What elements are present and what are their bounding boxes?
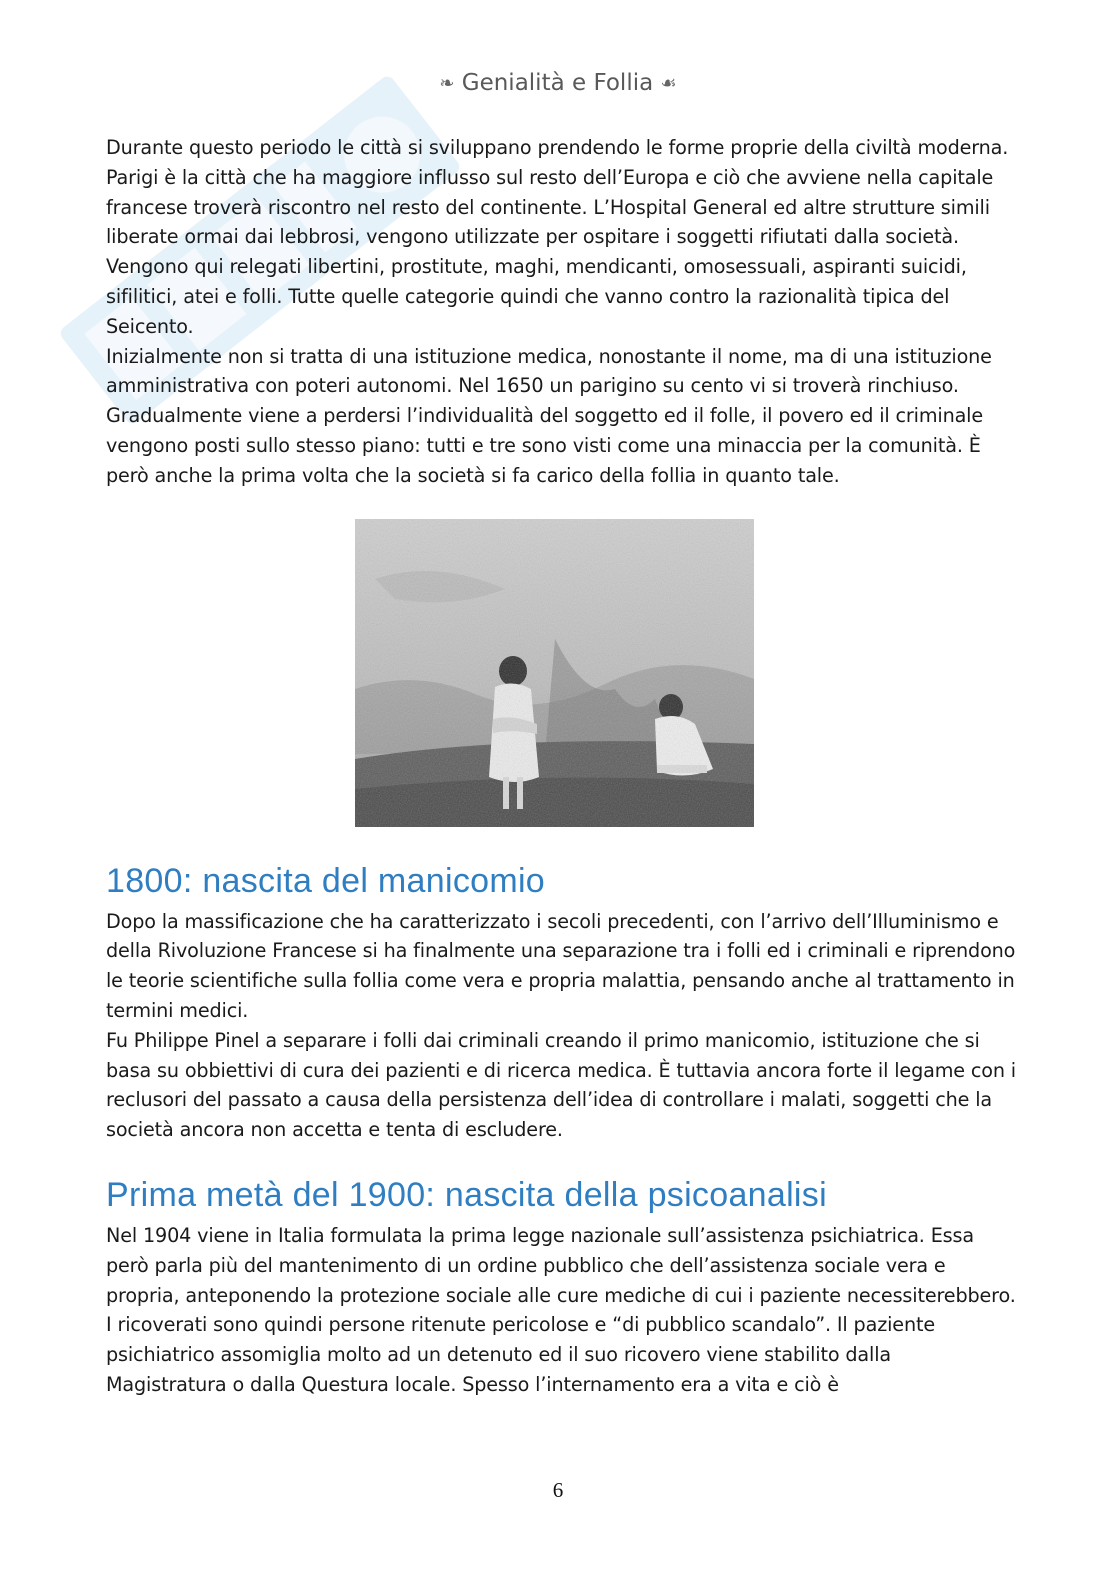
manicomio-paragraph-2: Fu Philippe Pinel a separare i folli dai criminali creando il primo manicomio, istituzione che si basa su obbiettivi di cura dei pazienti e di ricerca medica. È tuttavia ancora forte il legame con i reclusori del passato a causa della persistenza dell’idea di controllare i malati, soggetti che la società ancora non accetta e tenta di escludere.: [106, 1028, 1016, 1142]
psicoanalisi-paragraph-1: Nel 1904 viene in Italia formulata la prima legge nazionale sull’assistenza psichiatrica. Essa però parla più del mantenimento di un ordine pubblico che dell’assistenza sociale vera e propria, anteponendo la protezione sociale alle cure mediche di cui i paziente necessiterebbero. I ricoverati sono quindi persone ritenute pericolose e “di pubblico scandalo”. Il paziente psichiatrico assomiglia molto ad un detenuto ed il suo ricovero viene stabilito dalla Magistratura o dalla Questura locale. Spesso l’internamento era a vita e ciò è: [106, 1223, 1016, 1396]
section-heading-psicoanalisi: Prima metà del 1900: nascita della psicoanalisi: [106, 1175, 827, 1214]
intro-paragraph-2: Inizialmente non si tratta di una istituzione medica, nonostante il nome, ma di una istituzione amministrativa con poteri autonomi. Nel 1650 un parigino su cento vi si troverà rinchiuso.: [106, 344, 992, 398]
intro-paragraph-3: Gradualmente viene a perdersi l’individualità del soggetto ed il folle, il povero ed il criminale vengono posti sullo stesso piano: tutti e tre sono visti come una minaccia per la comunità. È però anche la prima volta che la società si fa carico della follia in quanto tale.: [106, 404, 984, 487]
ornament-right-icon: ☙: [660, 73, 677, 94]
header-title: Genialità e Follia: [461, 70, 654, 96]
running-header: [0, 70, 1116, 96]
page-number: 6: [552, 1478, 564, 1502]
manicomio-paragraph-1: Dopo la massificazione che ha caratterizzato i secoli precedenti, con l’arrivo dell’Illuminismo e della Rivoluzione Francese si ha finalmente una separazione tra i folli ed i criminali e riprendono le teorie scientifiche sulla follia come vera e propria malattia, pensando anche al trattamento in termini medici.: [106, 909, 1016, 1022]
intro-paragraph-1: Durante questo periodo le città si sviluppano prendendo le forme proprie della civiltà moderna. Parigi è la città che ha maggiore influsso sul resto dell’Europa e ciò che avviene nella capitale francese troverà riscontro nel resto del continente. L’Hospital General ed altre strutture simili liberate ormai dai lebbrosi, vengono utilizzate per ospitare i soggetti rifiutati dalla società. Vengono qui relegati libertini, prostitute, maghi, mendicanti, omosessuali, aspiranti suicidi, sifilitici, atei e folli. Tutte quelle categorie quindi che vanno contro la razionalità tipica del Seicento.: [106, 136, 1009, 338]
figure-container: [106, 519, 1016, 827]
section-heading-manicomio: 1800: nascita del manicomio: [106, 861, 546, 900]
asylum-photo: [355, 519, 754, 827]
ornament-left-icon: ❧: [439, 73, 455, 94]
page-body: [106, 133, 1016, 1400]
